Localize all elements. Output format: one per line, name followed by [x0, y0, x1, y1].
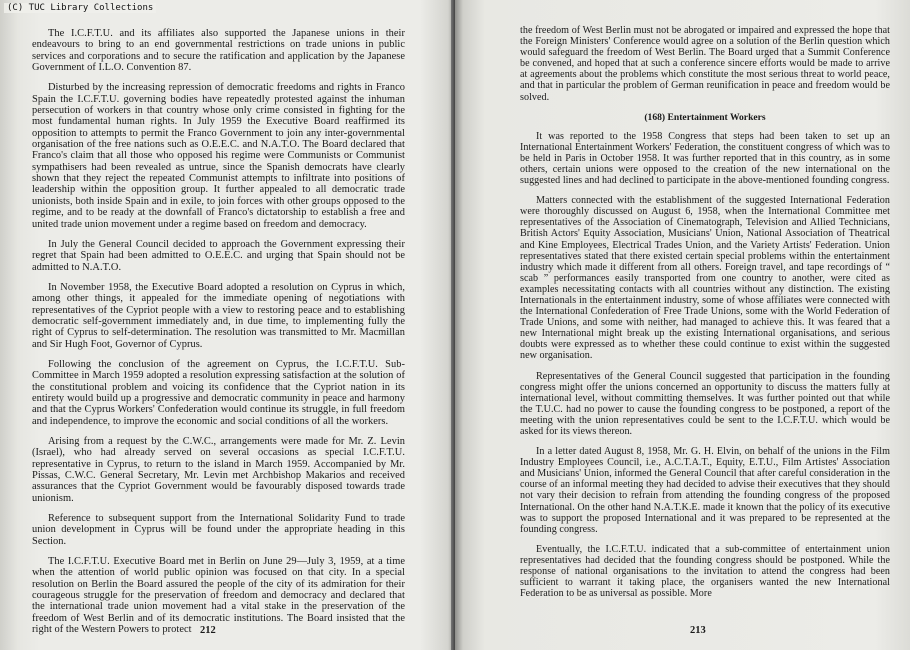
- right-paragraph: It was reported to the 1958 Congress that steps had been taken to set up an International Entertainment Workers' Federation, the constituent congress of which was to be held in Paris in October 1958. It was further reported that in this country, as in some others, certain unions were opposed to the creation of the new international on the suggested lines and had declined to participate in the above-mentioned founding congress.: [520, 130, 890, 187]
- left-paragraph: Arising from a request by the C.W.C., arrangements were made for Mr. Z. Levin (Israel), who had already served on several occasions as special I.C.F.T.U. representative in Cyprus, to return to the island in March 1959. Accompanied by Mr. Pissas, C.W.C. General Secretary, Mr. Levin met Archbishop Makarios and received assurances that the Cypriot Government would be favourably disposed towards trade unionism.: [32, 436, 405, 504]
- left-paragraph: Reference to subsequent support from the International Solidarity Fund to trade union development in Cyprus will be found under the appropriate heading in this Section.: [32, 513, 405, 547]
- copyright-notice: (C) TUC Library Collections: [4, 3, 156, 13]
- left-paragraph: The I.C.F.T.U. and its affiliates also supported the Japanese unions in their endeavours to bring to an end governmental restrictions on trade unions in public services and corporations and to secure the ratification and application by the Japanese Government of I.L.O. Convention 87.: [32, 28, 405, 74]
- left-paragraph: Following the conclusion of the agreement on Cyprus, the I.C.F.T.U. Sub-Committee in March 1959 adopted a resolution expressing satisfaction at the solution of the constitutional problem and voicing its confidence that the Cypriot nation in its entirety would build up a progressive and democratic community in peace and harmony and that the Cyprus Workers' Confederation would continue its struggle, in full freedom and independence, to improve the economic and social conditions of all the workers.: [32, 358, 405, 427]
- right-paragraph: Matters connected with the establishment of the suggested International Federation were thoroughly discussed on August 6, 1958, when the International Committee met representatives of the Association of Cinematograph, Television and Allied Technicians, British Actors' Equity Association, Musicians' Union, National Association of Theatrical and Kine Employees, Electrical Trades Union, and the Variety Artists' Federation. Union representatives stated that there existed certain special problems within the entertainment industry which made it different from all others. Foreign travel, and tape recordings of “ scab ” performances easily transported from one country to another, were cited as examples necessitating contacts with all countries without any distinction. The existing Internationals in the entertainment industry, some of whose affiliates were connected with the International Confederation of Free Trade Unions, some with the World Federation of Trade Unions, and some with neither, had managed to achieve this. It was feared that a new International might break up the existing International organisations, and serious doubts were expressed as to whether these could continue to exist within the suggested new organisation.: [520, 195, 890, 362]
- left-paragraph: In November 1958, the Executive Board adopted a resolution on Cyprus in which, among other things, it appealed for the immediate opening of negotiations with representatives of the Cypriot people with a view to restoring peace and to establishing democratic self-government immediately and, in due time, to implementing fully the right of Cyprus to self-determination. The resolution was transmitted to Mr. Macmillan and Sir Hugh Foot, Governor of Cyprus.: [32, 281, 405, 350]
- right-paragraph: the freedom of West Berlin must not be abrogated or impaired and expressed the hope that the Foreign Ministers' Conference would agree on a solution of the Berlin question which would safeguard the freedom of West Berlin. The Board urged that a Summit Conference be convened, and hoped that at such a conference sincere efforts would be made to arrive at agreements about the problems which constitute the most serious threat to world peace, and that in particular the problem of German reunification in peace and freedom would be solved.: [520, 25, 890, 103]
- page-number-right: 213: [690, 625, 706, 636]
- right-paragraph: Representatives of the General Council suggested that participation in the founding congress might offer the unions concerned an opportunity to discuss the matters fully at international level, without committing themselves. It was further pointed out that while the T.U.C. had no power to cause the founding congress to be postponed, a report of the meeting with the union representatives could be sent to the I.C.F.T.U. which would be asked for its views thereon.: [520, 370, 890, 437]
- right-paragraph: In a letter dated August 8, 1958, Mr. G. H. Elvin, on behalf of the unions in the Film Industry Employees Council, i.e., A.C.T.A.T., Equity, E.T.U., Film Artistes' Association and Musicians' Union, informed the General Council that after careful consideration in the course of an informal meeting they had decided to advise their executives that they should not vary their decision to refrain from attending the founding congress of the proposed International. On the other hand N.A.T.K.E. made it known that the policy of its executive was to support the proposed International and it was prepared to be represented at the founding congress.: [520, 446, 890, 535]
- left-paragraph: The I.C.F.T.U. Executive Board met in Berlin on June 29—July 3, 1959, at a time when the attention of world public opinion was focused on that city. In a special resolution on Berlin the Board assured the people of the city of its admiration for their courageous struggle for the preservation of freedom and democracy and declared that the international trade union movement had a vital stake in the preservation of the freedom of West Berlin and of its democratic institutions. The Board insisted that the right of the Western Powers to protect: [32, 556, 405, 636]
- right-paragraph: Eventually, the I.C.F.T.U. indicated that a sub-committee of entertainment union representatives had decided that the founding congress should be postponed. While the response of national organisations to the invitation to attend the congress had been sufficient to warrant it taking place, the organisers wanted the new International Federation to be as universal as possible. More: [520, 543, 890, 600]
- left-paragraph: Disturbed by the increasing repression of democratic freedoms and rights in Franco Spain the I.C.F.T.U. governing bodies have repeatedly protested against the inhuman persecution of workers in that country whose only crime consisted in fighting for the most fundamental human rights. In July 1959 the Executive Board reaffirmed its opposition to attempts to permit the Franco Government to join any inter-governmental organisation of the free nations such as O.E.E.C. and N.A.T.O. The Board declared that Franco's claim that all those who opposed his regime were Communists or Communist sympathisers had been revealed as untrue, since the Spanish democrats have clearly shown that they reject the repeated Communist attempts to infiltrate into positions of leadership within the opposition group. It further appealed to all democratic trade unionists, both inside Spain and in exile, to join forces with other groups opposed to the regime, and to be ready at the downfall of Franco's dictatorship to establish a free and united trade union movement under a regime based on freedom and democracy.: [32, 82, 405, 230]
- page-number-left: 212: [200, 625, 216, 636]
- left-paragraph: In July the General Council decided to approach the Government expressing their regret that Spain had been admitted to O.E.E.C. and urging that Spain should not be admitted to N.A.T.O.: [32, 238, 405, 273]
- right-page: [455, 0, 910, 650]
- section-heading: (168) Entertainment Workers: [644, 111, 766, 123]
